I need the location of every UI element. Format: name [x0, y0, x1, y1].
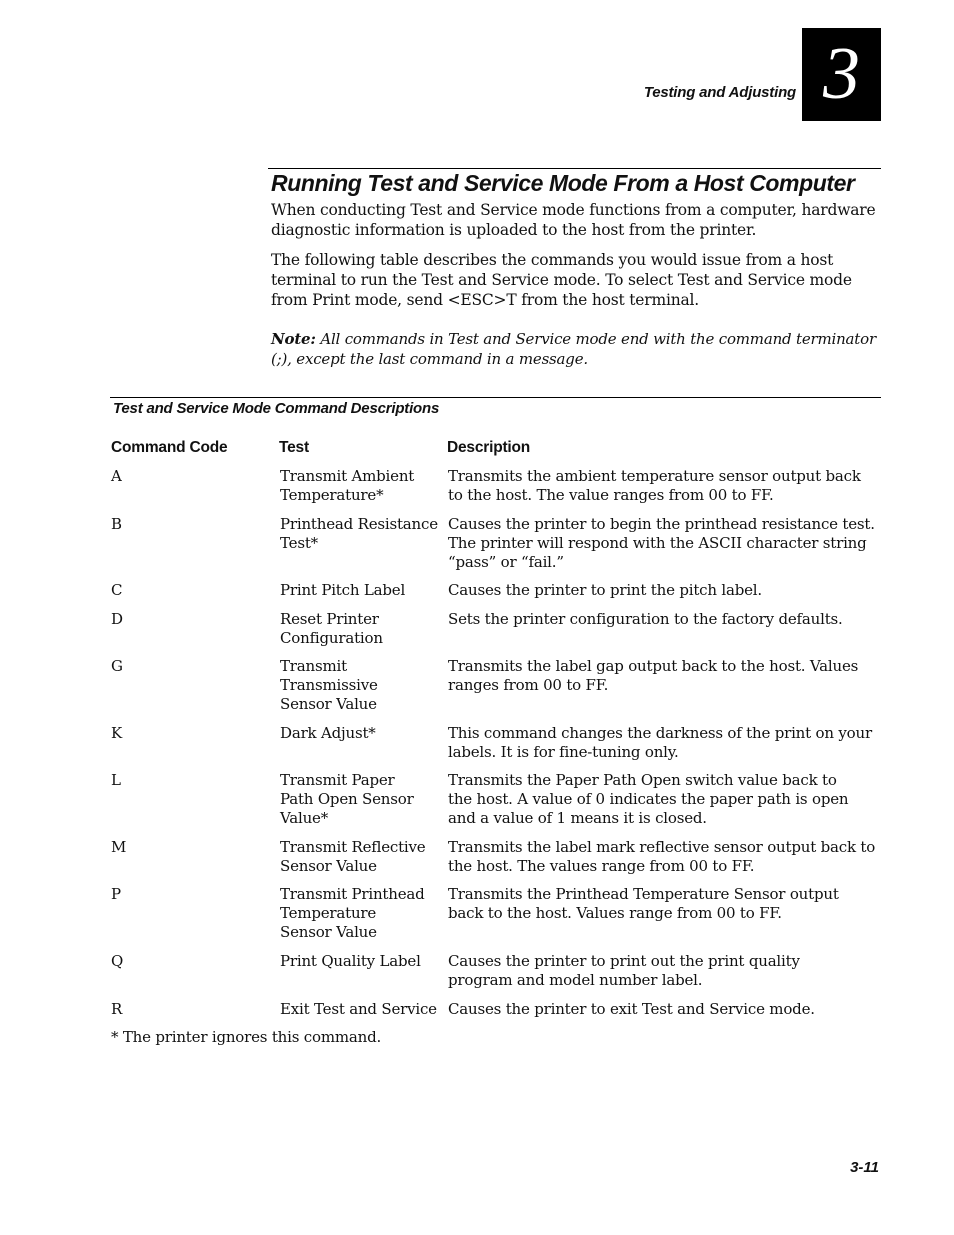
page-number: 3-11: [850, 1159, 879, 1176]
note-label: Note:: [271, 330, 316, 348]
test-name: Reset Printer Configuration: [280, 610, 383, 647]
running-header-title: Testing and Adjusting: [643, 84, 796, 101]
command-code: G: [111, 657, 123, 675]
table-rule: [110, 397, 881, 398]
test-description: Transmits the label gap output back to the host. Values ranges from 00 to FF.: [448, 657, 859, 694]
note-text: All commands in Test and Service mode end with the command terminator (;), except the last command in a message.: [271, 330, 876, 368]
table-title: Test and Service Mode Command Descriptions: [113, 400, 440, 417]
test-name: Print Pitch Label: [280, 581, 406, 599]
column-header-test: Test: [279, 439, 309, 456]
test-description: Transmits the label mark reflective sensor output back to the host. The values range from 00 to FF.: [448, 838, 876, 875]
command-code: C: [111, 581, 123, 599]
intro-paragraph: When conducting Test and Service mode functions from a computer, hardware diagnostic information is uploaded to the host from the printer.: [271, 201, 876, 239]
chapter-number-tab: 3: [802, 28, 881, 121]
test-description: Causes the printer to exit Test and Service mode.: [448, 1000, 815, 1018]
section-rule: [268, 168, 881, 169]
command-code: Q: [111, 952, 124, 970]
command-code: P: [111, 885, 121, 903]
command-code: K: [111, 724, 123, 742]
command-code: A: [111, 467, 122, 485]
instructions-paragraph: The following table describes the commands you would issue from a host terminal to run the Test and Service mode. To select Test and Service mode from Print mode, send <ESC>T from the host terminal.: [271, 251, 852, 309]
test-name: Dark Adjust*: [280, 724, 376, 742]
command-code: B: [111, 515, 122, 533]
command-code: L: [111, 771, 121, 789]
command-code: R: [111, 1000, 123, 1018]
test-description: Causes the printer to begin the printhead resistance test. The printer will respond with the ASCII character string “pass” or “fail.”: [448, 515, 875, 571]
test-name: Exit Test and Service: [280, 1000, 437, 1018]
command-code: D: [111, 610, 123, 628]
test-name: Transmit Paper Path Open Sensor Value*: [280, 771, 414, 827]
command-code: M: [111, 838, 127, 856]
test-name: Transmit Ambient Temperature*: [280, 467, 415, 504]
test-description: Causes the printer to print the pitch label.: [448, 581, 762, 599]
test-description: Transmits the Printhead Temperature Sensor output back to the host. Values range from 00 to FF.: [448, 885, 839, 922]
table-footnote: * The printer ignores this command.: [111, 1028, 382, 1046]
test-name: Transmit Reflective Sensor Value: [280, 838, 426, 875]
test-description: Causes the printer to print out the print quality program and model number label.: [448, 952, 800, 989]
test-description: This command changes the darkness of the print on your labels. It is for fine-tuning only.: [448, 724, 872, 761]
test-description: Sets the printer configuration to the factory defaults.: [448, 610, 843, 628]
column-header-description: Description: [447, 439, 531, 456]
section-title: Running Test and Service Mode From a Host Computer: [271, 170, 855, 196]
test-name: Printhead Resistance Test*: [280, 515, 438, 552]
column-header-command-code: Command Code: [111, 439, 228, 456]
test-name: Transmit Transmissive Sensor Value: [280, 657, 378, 713]
test-description: Transmits the ambient temperature sensor output back to the host. The value ranges from 00 to FF.: [448, 467, 861, 504]
note: [271, 329, 881, 369]
test-name: Print Quality Label: [280, 952, 421, 970]
test-name: Transmit Printhead Temperature Sensor Value: [280, 885, 425, 941]
test-description: Transmits the Paper Path Open switch value back to the host. A value of 0 indicates the paper path is open and a value of 1 means it is closed.: [448, 771, 849, 827]
